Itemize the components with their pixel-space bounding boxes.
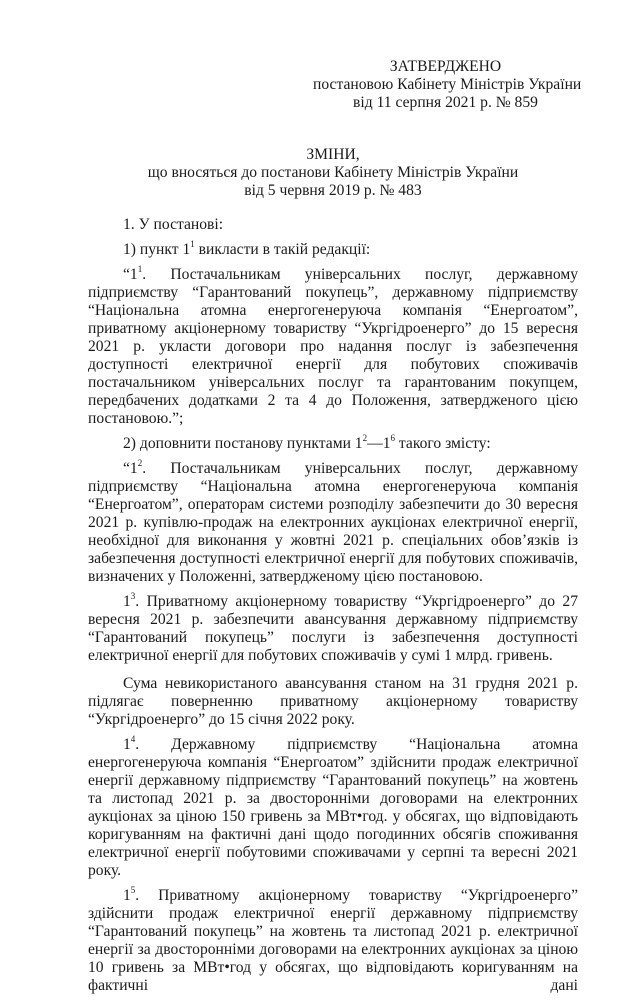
title-heading: ЗМІНИ, (306, 146, 360, 163)
paragraph-text: 2) доповнити постанову пунктами 1 (123, 435, 363, 452)
paragraph-6 (88, 590, 578, 665)
superscript: 2 (137, 457, 143, 468)
paragraph-9 (88, 884, 578, 995)
paragraph-3 (88, 263, 578, 428)
approval-heading: ЗАТВЕРДЖЕНО (389, 58, 502, 75)
paragraph-1: 1. У постанові: (123, 216, 224, 233)
approval-line-1: постановою Кабінету Міністрів України (313, 76, 582, 93)
paragraph-text: 1 (123, 887, 131, 904)
paragraph-text: . Постачальникам універсальних послуг, державному підприємству “Гарантований покупець”, державному підприємству “Національна атомна енергогенеруюча компанія “Енергоатом”, приватному акціонерному товариству “Укргідроенерго” до 15 вересня 2021 р. укласти договори про надання послуг із забезпечення доступності електричної енергії для побутових споживачів постачальником універсальних послуг та гарантованим покупцем, передбачених додатками 2 та 4 до Положення, затвердженого цією постановою.”; (88, 266, 578, 427)
paragraph-text: такого змісту: (395, 435, 491, 452)
title-line-1: що вносяться до постанови Кабінету Міністрів України (147, 164, 519, 181)
paragraph-text: “1 (123, 460, 138, 477)
document-body (88, 216, 578, 995)
superscript: 5 (130, 884, 136, 895)
paragraph-text: “1 (123, 266, 138, 283)
paragraph-text: —1 (367, 435, 391, 452)
approval-stamp (313, 58, 582, 112)
paragraph-2 (88, 238, 578, 259)
paragraph-text: . Державному підприємству “Національна атомна енергогенеруюча компанія “Енергоатом” здійснити продаж електричної енергії державному підприємству “Гарантований покупець” на жовтень та листопад 2021 р. за двосторонніми договорами на електронних аукціонах за ціною 150 гривень за МВт•год. у обсягах, що відповідають коригуванням на фактичні дані щодо погодинних обсягів споживання електричної енергії побутовими споживачами у серпні та вересні 2021 року. (88, 736, 578, 879)
superscript: 1 (137, 263, 143, 274)
approval-line-2: від 11 серпня 2021 р. № 859 (353, 94, 538, 111)
paragraph-4 (88, 432, 578, 453)
paragraph-text: 1 (123, 593, 131, 610)
document-page (88, 58, 582, 1002)
superscript: 2 (362, 432, 368, 443)
paragraph-text: . Постачальникам універсальних послуг, державному підприємству “Національна атомна енергогенеруюча компанія “Енергоатом”, операторам системи розподілу забезпечити до 30 вересня 2021 р. купівлю-продаж на електронних аукціонах електричної енергії, необхідної для виконання у жовтні 2021 р. спеціальних обов’язків із забезпечення доступності електричної енергії для побутових споживачів, визначених у Положенні, затвердженому цією постановою. (88, 460, 578, 585)
superscript: 1 (190, 238, 195, 249)
paragraph-text: викласти в такій редакції: (194, 241, 371, 258)
title-line-2: від 5 червня 2019 р. № 483 (244, 182, 422, 199)
paragraph-5 (88, 457, 578, 586)
paragraph-8 (88, 733, 578, 880)
paragraph-text: 1) пункт 1 (123, 241, 191, 258)
paragraph-text: 1 (123, 736, 131, 753)
paragraph-text: . Приватному акціонерному товариству “Укргідроенерго” здійснити продаж електричної енергії державному підприємству “Гарантований покупець” на жовтень та листопад 2021 р. електричної енергії за двосторонніми договорами на електронних аукціонах за ціною 10 гривень за МВт•год у обсягах, що відповідають коригуванням на фактичні дані (88, 887, 578, 994)
superscript: 6 (390, 432, 395, 443)
document-title (88, 146, 578, 200)
paragraph-7: Сума невикористаного авансування станом на 31 грудня 2021 р. підлягає поверненню приватному акціонерному товариству “Укргідроенерго” до 15 січня 2022 року. (88, 675, 578, 728)
superscript: 4 (130, 733, 136, 744)
paragraph-text: . Приватному акціонерному товариству “Укргідроенерго” до 27 вересня 2021 р. забезпечити авансування державному підприємству “Гарантований покупець” послуги із забезпечення доступності електричної енергії для побутових споживачів у сумі 1 млрд. гривень. (88, 593, 578, 664)
superscript: 3 (130, 590, 136, 601)
